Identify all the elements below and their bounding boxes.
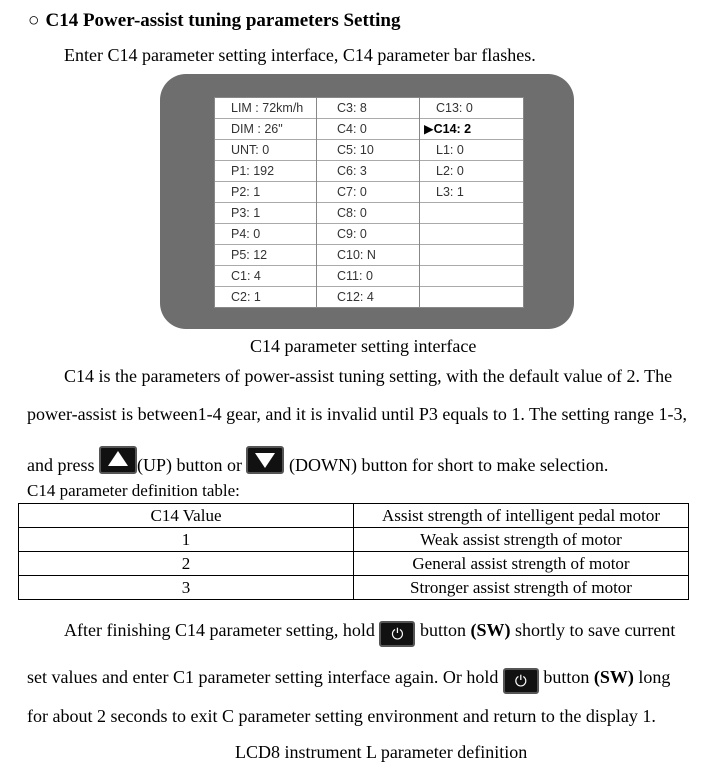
lcd-column-3	[420, 98, 523, 307]
power-button-icon	[379, 621, 415, 647]
table-cell: 1	[19, 528, 354, 552]
lcd-param-cell: P1: 192	[215, 161, 316, 182]
lcd-param-cell: P2: 1	[215, 182, 316, 203]
body-text: (DOWN) button for short to make selection.	[288, 455, 609, 475]
lcd-param-cell: P5: 12	[215, 245, 316, 266]
lcd-param-cell: DIM : 26"	[215, 119, 316, 140]
lcd-param-cell: LIM : 72km/h	[215, 98, 316, 119]
after-line-2	[27, 667, 670, 694]
lcd-column-2	[317, 98, 420, 307]
lcd-param-cell: C1: 4	[215, 266, 316, 287]
body-text: (UP) button or	[136, 455, 242, 475]
body-text: shortly to save current	[514, 620, 676, 640]
lcd-param-cell: P3: 1	[215, 203, 316, 224]
lcd-param-cell	[420, 245, 523, 266]
lcd-param-cell: L3: 1	[420, 182, 523, 203]
table-caption: C14 parameter definition table:	[27, 481, 240, 500]
after-line-3: for about 2 seconds to exit C parameter setting environment and return to the display 1.	[27, 706, 656, 726]
down-arrow-icon	[246, 446, 284, 474]
lcd-param-cell: L1: 0	[420, 140, 523, 161]
body-text: button	[543, 667, 590, 687]
body-text: set values and enter C1 parameter setting interface again. Or hold	[27, 667, 499, 687]
body-text: After finishing C14 parameter setting, hold	[64, 620, 375, 640]
table-row	[19, 528, 689, 552]
table-cell: General assist strength of motor	[354, 552, 689, 576]
lcd-column-1	[215, 98, 317, 307]
table-row	[19, 576, 689, 600]
bullet-circle-icon: ○	[28, 10, 40, 31]
table-header-cell: Assist strength of intelligent pedal motor	[354, 504, 689, 528]
lcd-param-cell: L2: 0	[420, 161, 523, 182]
lcd-param-cell: UNT: 0	[215, 140, 316, 161]
after-line-1	[64, 620, 675, 647]
lcd-param-cell: C2: 1	[231, 290, 261, 304]
lcd-param-cell: C4: 0	[317, 119, 419, 140]
lcd-param-cell: C7: 0	[317, 182, 419, 203]
lcd-param-cell: C3: 8	[317, 98, 419, 119]
c14-definition-table	[18, 503, 689, 600]
table-header-cell: C14 Value	[19, 504, 354, 528]
body-text: long	[638, 667, 671, 687]
lcd-param-cell: C9: 0	[317, 224, 419, 245]
table-cell: 3	[19, 576, 354, 600]
table-header-row	[19, 504, 689, 528]
sw-label: (SW)	[593, 667, 634, 687]
section-heading	[28, 10, 400, 32]
lcd-selected-param-c14: ▶C14: 2	[420, 119, 523, 140]
lcd-param-cell: C11: 0	[317, 266, 419, 287]
table-cell: Stronger assist strength of motor	[354, 576, 689, 600]
table-cell: Weak assist strength of motor	[354, 528, 689, 552]
lcd-param-cell	[420, 203, 523, 224]
figure-caption: C14 parameter setting interface	[250, 336, 477, 356]
sw-label: (SW)	[470, 620, 511, 640]
section-title: C14 Power-assist tuning parameters Setting	[45, 10, 401, 31]
lcd-param-cell: C8: 0	[317, 203, 419, 224]
table-cell: 2	[19, 552, 354, 576]
body-line-3	[27, 446, 608, 476]
lcd-screen	[214, 97, 524, 308]
lcd-param-cell: C6: 3	[317, 161, 419, 182]
lcd-param-cell	[420, 287, 523, 307]
power-glyph: ⏻	[514, 672, 527, 690]
lcd-param-cell: C10: N	[317, 245, 419, 266]
power-glyph: ⏻	[391, 625, 404, 643]
body-line-1: C14 is the parameters of power-assist tuning setting, with the default value of 2. The	[64, 366, 673, 386]
up-arrow-icon	[99, 446, 137, 474]
body-text: button	[419, 620, 466, 640]
lcd-param-cell: C5: 10	[317, 140, 419, 161]
lcd-param-cell: C13: 0	[420, 98, 523, 119]
table-row	[19, 552, 689, 576]
body-line-2: power-assist is between1-4 gear, and it is invalid until P3 equals to 1. The setting range 1-3,	[27, 404, 687, 424]
lcd-param-cell	[420, 266, 523, 287]
lcd-param-cell: C12: 4	[337, 290, 374, 304]
lcd-param-cell: P4: 0	[215, 224, 316, 245]
lcd-param-cell	[420, 224, 523, 245]
footer-heading: LCD8 instrument L parameter definition	[235, 742, 528, 762]
body-text: and press	[27, 455, 95, 475]
intro-text: Enter C14 parameter setting interface, C14 parameter bar flashes.	[64, 45, 536, 65]
power-button-icon	[503, 668, 539, 694]
